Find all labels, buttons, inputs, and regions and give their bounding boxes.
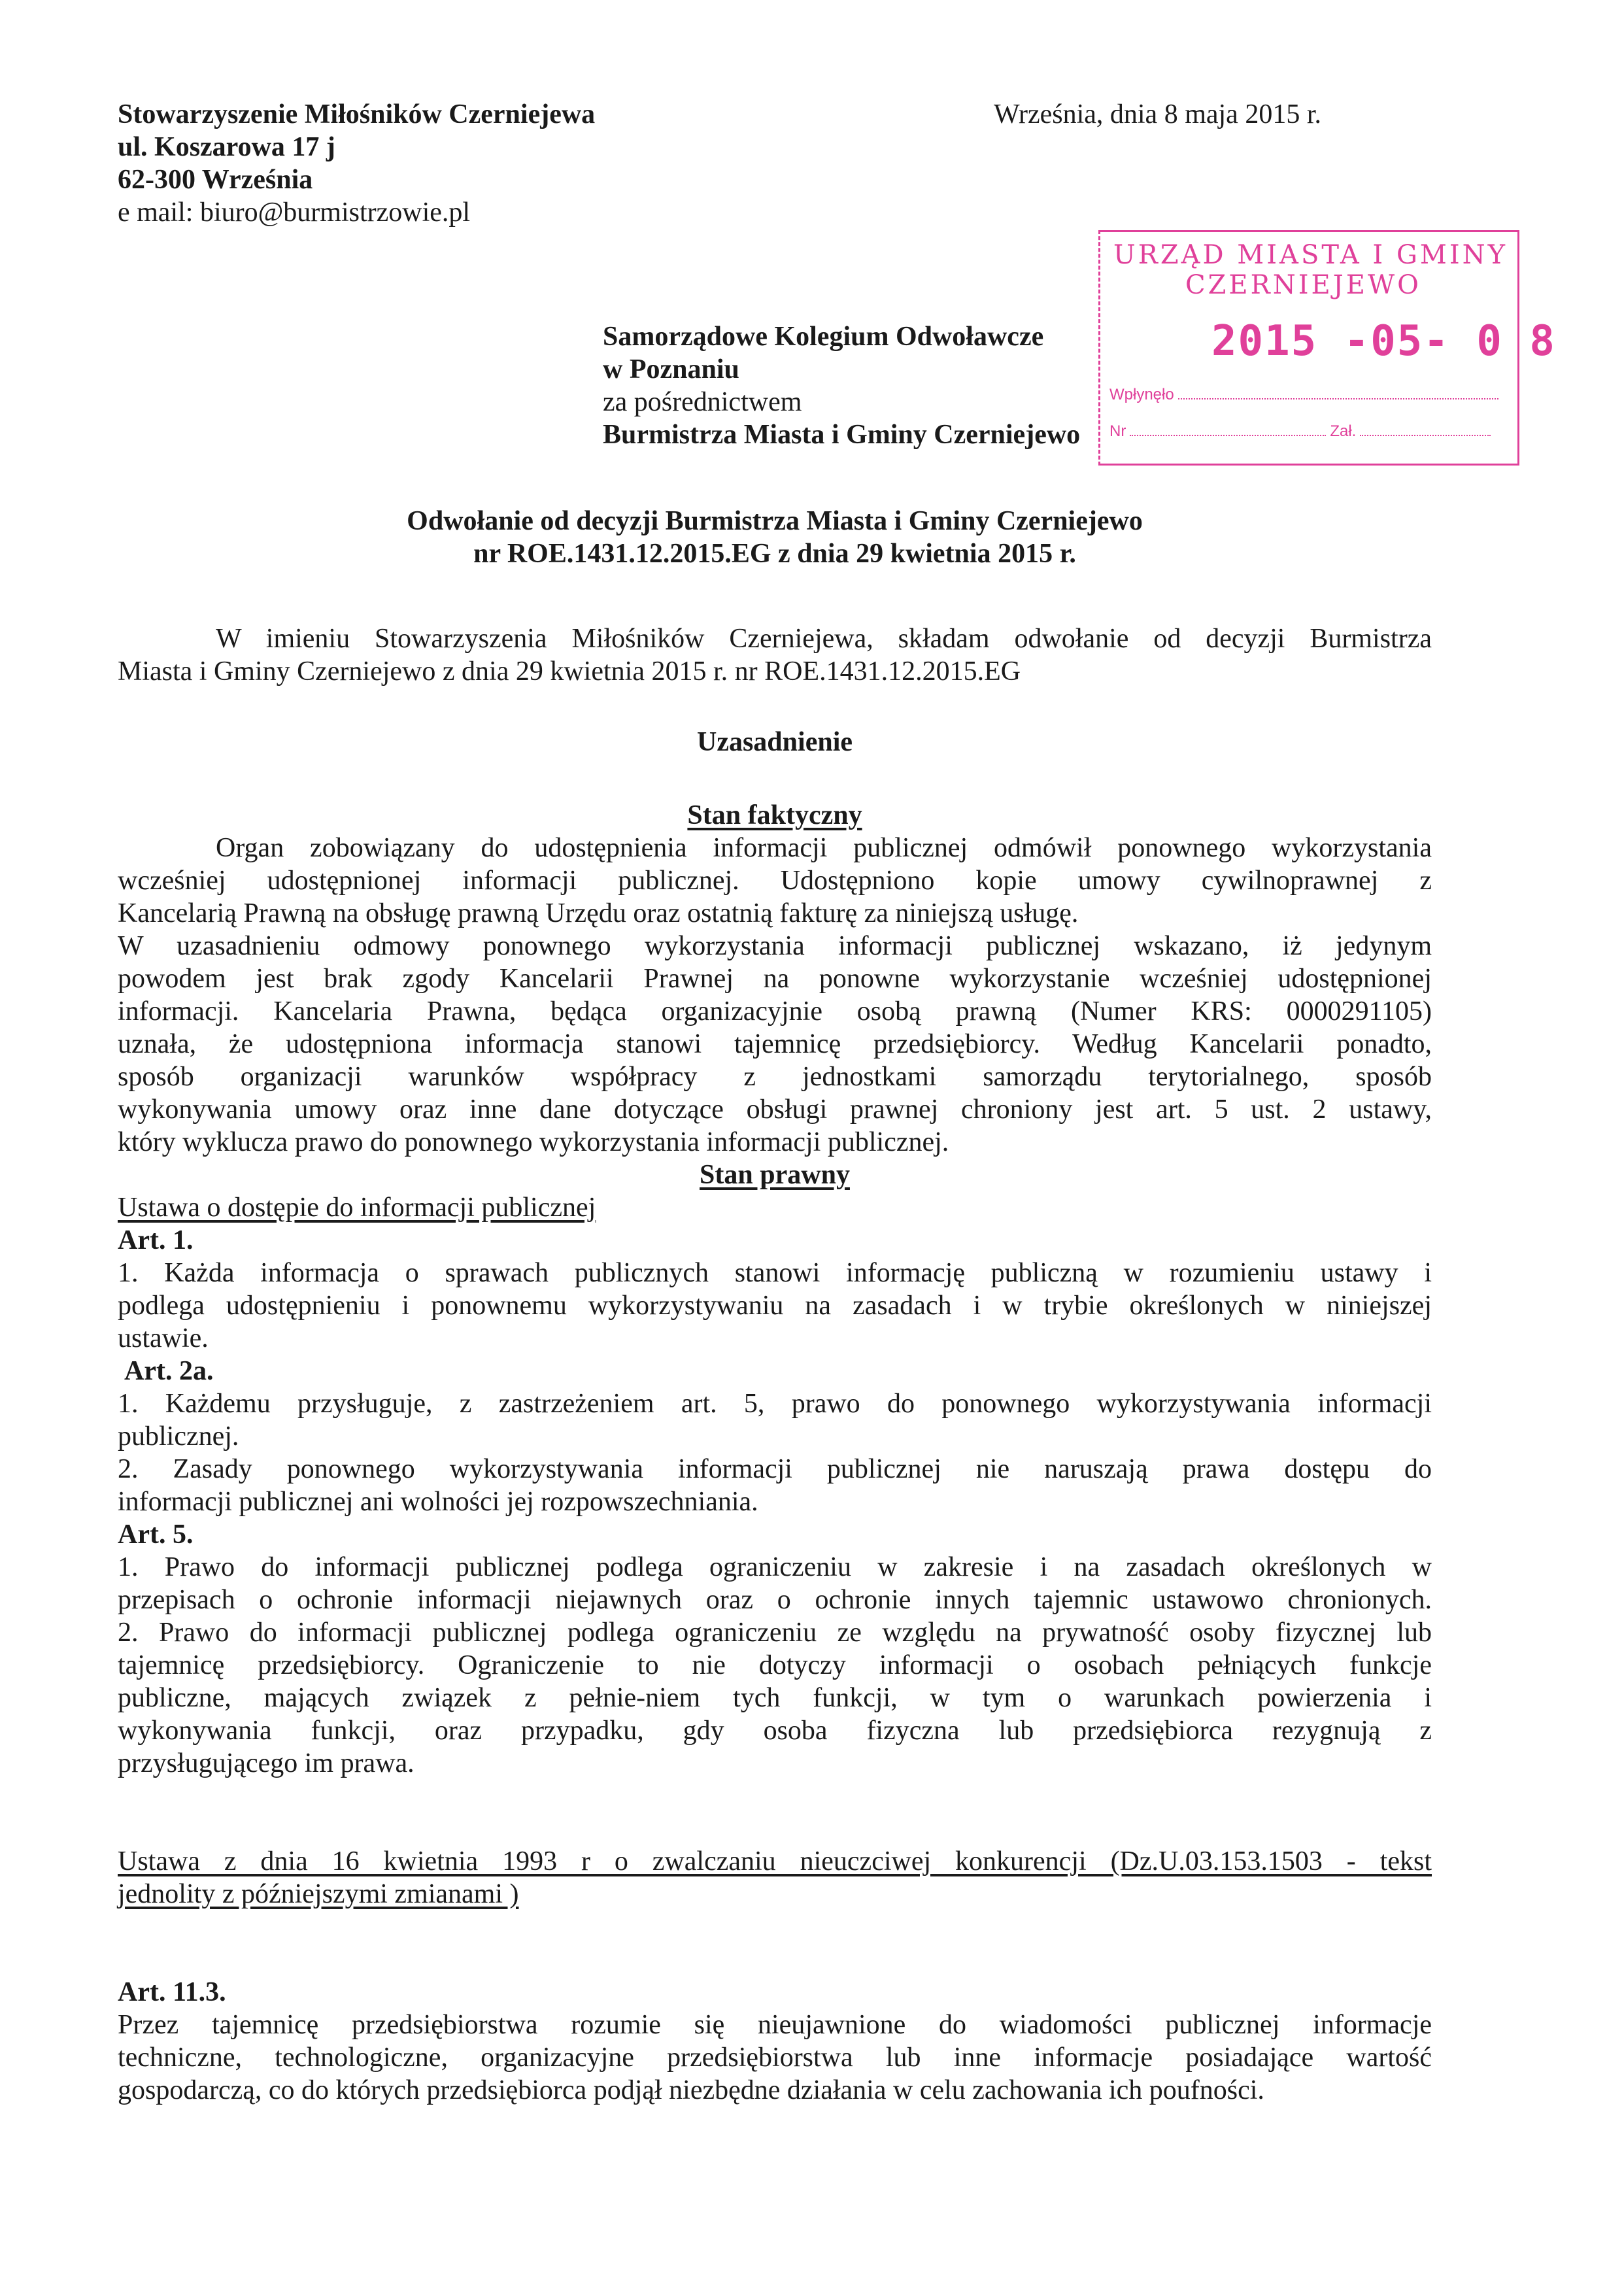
- intro-line: Miasta i Gminy Czerniejewo z dnia 29 kwietnia 2015 r. nr ROE.1431.12.2015.EG: [118, 656, 1021, 687]
- sender-email: e mail: biuro@burmistrzowie.pl: [118, 197, 471, 228]
- addressee-line3: za pośrednictwem: [603, 387, 802, 417]
- stamp-number-row: [1109, 420, 1491, 441]
- paragraph-line: Przez tajemnicę przedsiębiorstwa rozumie się nieujawnione do wiadomości publicznej informacje: [118, 2010, 1432, 2040]
- paragraph-line: wcześniej udostępnionej informacji publicznej. Udostępniono kopie umowy cywilnoprawnej z: [118, 866, 1432, 896]
- paragraph-line: publicznej.: [118, 1421, 239, 1451]
- addressee-block: [603, 320, 1080, 451]
- paragraph-line: 2. Zasady ponownego wykorzystywania informacji publicznej nie naruszają prawa dostępu do: [118, 1454, 1432, 1484]
- paragraph-line: 1. Każda informacja o sprawach publicznych stanowi informację publiczną w rozumieniu ustawy i: [118, 1258, 1432, 1288]
- intro-line: W imieniu Stowarzyszenia Miłośników Czerniejewa, składam odwołanie od decyzji Burmistrza: [216, 624, 1432, 654]
- paragraph-line: informacji publicznej ani wolności jej rozpowszechniania.: [118, 1487, 758, 1517]
- sender-city: 62-300 Września: [118, 165, 313, 195]
- addressee-line1: Samorządowe Kolegium Odwoławcze: [603, 322, 1044, 352]
- paragraph-line: 1. Prawo do informacji publicznej podlega ograniczeniu w zakresie i na zasadach określonych w: [118, 1552, 1432, 1582]
- article-label: Art. 5.: [118, 1519, 194, 1550]
- stamp-zal-label: Zał.: [1330, 422, 1357, 440]
- paragraph-line: informacji. Kancelaria Prawna, będąca organizacyjnie osobą prawną (Numer KRS: 0000291105): [118, 996, 1432, 1027]
- stamp-received-row: [1109, 384, 1498, 404]
- article-label: Art. 2a.: [124, 1356, 214, 1386]
- section-heading-stan-prawny: Stan prawny: [700, 1160, 850, 1190]
- paragraph-line: sposób organizacji warunków współpracy z jednostkami samorządu terytorialnego, sposób: [118, 1062, 1432, 1092]
- paragraph-line: Kancelarią Prawną na obsługę prawną Urzędu oraz ostatnią fakturę za niniejszą usługę.: [118, 898, 1079, 928]
- paragraph-line: uznała, że udostępniona informacja stanowi tajemnicę przedsiębiorcy. Według Kancelarii ponadto,: [118, 1029, 1432, 1059]
- title-line2: nr ROE.1431.12.2015.EG z dnia 29 kwietnia 2015 r.: [473, 539, 1076, 569]
- stamp-dotted-line: [1130, 420, 1326, 436]
- stamp-date: 2015 -05- 0 8: [1211, 317, 1556, 365]
- section-heading-stan-faktyczny: Stan faktyczny: [687, 800, 862, 830]
- paragraph-line: wykonywania funkcji, oraz przypadku, gdy osoba fizyczna lub przedsiębiorca rezygnują z: [118, 1716, 1432, 1746]
- paragraph-line: ustawie.: [118, 1323, 209, 1353]
- paragraph-line: 2. Prawo do informacji publicznej podlega ograniczeniu ze względu na prywatność osoby fizycznej lub: [118, 1618, 1432, 1648]
- paragraph-line: techniczne, technologiczne, organizacyjne przedsiębiorstwa lub inne informacje posiadające wartość: [118, 2043, 1432, 2073]
- article-label: Art. 11.3.: [118, 1977, 226, 2007]
- sender-block: [118, 98, 595, 229]
- article-label: Art. 1.: [118, 1225, 194, 1255]
- stamp-dotted-line: [1178, 384, 1498, 399]
- paragraph-line: przepisach o ochronie informacji niejawnych oraz o ochronie innych tajemnic ustawowo chronionych.: [118, 1585, 1432, 1615]
- paragraph-line: Organ zobowiązany do udostępnienia informacji publicznej odmówił ponownego wykorzystania: [216, 833, 1432, 863]
- act-title: Ustawa z dnia 16 kwietnia 1993 r o zwalczaniu nieuczciwej konkurencji (Dz.U.03.153.1503 - tekst: [118, 1846, 1432, 1876]
- sender-name: Stowarzyszenie Miłośników Czerniejewa: [118, 99, 596, 129]
- stamp-office-line2: CZERNIEJEWO: [1185, 270, 1421, 300]
- stamp-office-line1: URZĄD MIASTA I GMINY: [1113, 240, 1508, 270]
- paragraph-line: 1. Każdemu przysługuje, z zastrzeżeniem art. 5, prawo do ponownego wykorzystywania informacji: [118, 1389, 1432, 1419]
- paragraph-line: powodem jest brak zgody Kancelarii Prawnej na ponowne wykorzystanie wcześniej udostępnionej: [118, 964, 1432, 994]
- paragraph-line: przysługującego im prawa.: [118, 1748, 414, 1778]
- sender-street: ul. Koszarowa 17 j: [118, 132, 335, 162]
- stamp-received-label: Wpłynęło: [1109, 386, 1174, 403]
- stamp-dotted-line: [1360, 420, 1491, 436]
- addressee-line2: w Poznaniu: [603, 354, 739, 384]
- addressee-line4: Burmistrza Miasta i Gminy Czerniejewo: [603, 420, 1081, 450]
- paragraph-line: wykonywania umowy oraz inne dane dotyczące obsługi prawnej chroniony jest art. 5 ust. 2 ustawy,: [118, 1095, 1432, 1125]
- act-title: Ustawa o dostępie do informacji publicznej: [118, 1193, 596, 1223]
- act-title: jednolity z późniejszymi zmianami ): [118, 1879, 519, 1909]
- stamp-nr-label: Nr: [1109, 422, 1126, 440]
- paragraph-line: podlega udostępnieniu i ponownemu wykorzystywaniu na zasadach i w trybie określonych w niniejszej: [118, 1291, 1432, 1321]
- paragraph-line: publiczne, mających związek z pełnie-niem tych funkcji, w tym o warunkach powierzenia i: [118, 1683, 1432, 1713]
- title-line1: Odwołanie od decyzji Burmistrza Miasta i Gminy Czerniejewo: [407, 506, 1143, 536]
- received-stamp: [1098, 230, 1556, 466]
- paragraph-line: W uzasadnieniu odmowy ponownego wykorzystania informacji publicznej wskazano, iż jedynym: [118, 931, 1432, 961]
- paragraph-line: tajemnicę przedsiębiorcy. Ograniczenie to nie dotyczy informacji o osobach pełniących funkcje: [118, 1650, 1432, 1680]
- paragraph-line: gospodarczą, co do których przedsiębiorca podjął niezbędne działania w celu zachowania ich poufności.: [118, 2075, 1264, 2105]
- paragraph-line: który wyklucza prawo do ponownego wykorzystania informacji publicznej.: [118, 1127, 949, 1157]
- section-heading-uzasadnienie: Uzasadnienie: [696, 727, 853, 757]
- letter-date: Września, dnia 8 maja 2015 r.: [994, 99, 1321, 129]
